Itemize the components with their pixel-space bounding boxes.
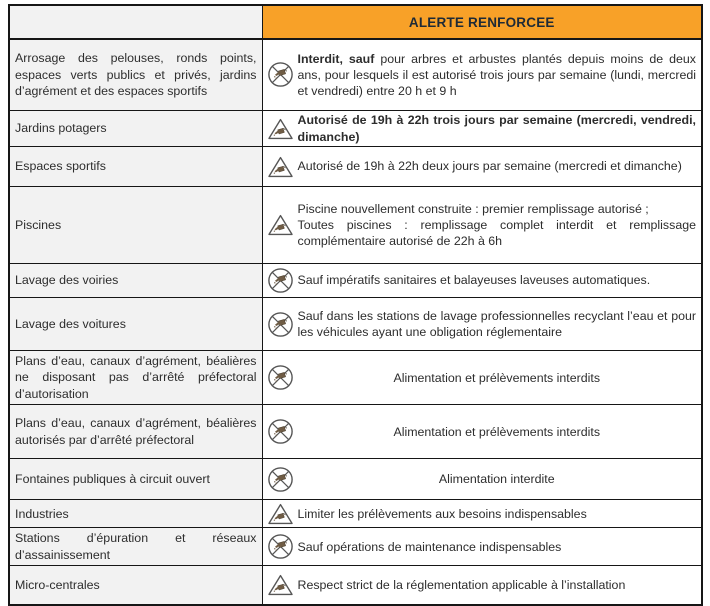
category-cell: Piscines [9,187,262,264]
measure-cell [262,147,702,187]
no-watering-icon [264,61,298,88]
measure-cell [262,528,702,566]
no-watering-icon [264,418,298,445]
measure-text: Alimentation interdite [438,472,555,487]
category-cell: Fontaines publiques à circuit ouvert [9,459,262,500]
measure-text: Sauf opérations de maintenance indispensables [297,539,562,554]
table-row [9,39,702,111]
measure-cell [262,566,702,606]
measure-text: Autorisé de 19h à 22h deux jours par semaine (mercredi et dimanche) [297,159,682,174]
category-cell: Industries [9,500,262,528]
table-row [9,187,702,264]
measure-text: Sauf impératifs sanitaires et balayeuses laveuses automatiques. [297,273,651,288]
category-cell: Arrosage des pelouses, ronds points, espaces verts publics et privés, jardins d’agrément et des espaces sportifs [9,39,262,111]
warning-watering-icon [264,155,298,179]
measure-cell [262,264,702,298]
measure-cell [262,351,702,405]
measure-cell [262,111,702,147]
measure-text: Alimentation et prélèvements interdits [393,424,601,439]
measure-text: Autorisé de 19h à 22h trois jours par semaine (mercredi, vendredi, dimanche) [297,113,696,144]
alert-level-header: ALERTE RENFORCEE [262,5,702,39]
measure-cell [262,187,702,264]
no-watering-icon [264,533,298,560]
warning-watering-icon [264,502,298,526]
warning-watering-icon [264,117,298,141]
measure-cell [262,500,702,528]
warning-watering-icon [264,573,298,597]
category-cell: Espaces sportifs [9,147,262,187]
category-cell: Plans d’eau, canaux d’agrément, béalières autorisés par d’arrêté préfectoral [9,405,262,459]
table-row [9,405,702,459]
table-row [9,500,702,528]
no-watering-icon [264,364,298,391]
table-row [9,351,702,405]
measure-text: Respect strict de la réglementation applicable à l’installation [297,578,626,593]
warning-watering-icon [264,213,298,237]
measure-cell [262,39,702,111]
measure-cell [262,459,702,500]
header-empty-cell [9,5,262,39]
measure-text: Alimentation et prélèvements interdits [393,370,601,385]
category-cell: Lavage des voiries [9,264,262,298]
measure-text: Limiter les prélèvements aux besoins indispensables [297,506,587,521]
table-row [9,147,702,187]
table-row [9,298,702,351]
restrictions-table [8,4,703,606]
category-cell: Plans d’eau, canaux d’agrément, béalières ne disposant pas d’arrêté préfectoral d’autorisation [9,351,262,405]
table-row [9,528,702,566]
no-watering-icon [264,466,298,493]
table-row [9,111,702,147]
category-cell: Stations d’épuration et réseaux d’assainissement [9,528,262,566]
category-cell: Jardins potagers [9,111,262,147]
header-row [9,5,702,39]
table-row [9,264,702,298]
no-watering-icon [264,267,298,294]
measure-cell [262,298,702,351]
table-row [9,566,702,606]
measure-cell [262,405,702,459]
measure-text: Interdit, sauf pour arbres et arbustes plantés depuis moins de deux ans, pour lesquels il est autorisé trois jours par semaine (lundi, mercredi et vendredi) entre 20 h et 9 h [297,51,696,99]
category-cell: Micro-centrales [9,566,262,606]
measure-text: Piscine nouvellement construite : premier remplissage autorisé ; Toutes piscines : remplissage complet interdit et remplissage complémentaire autorisé de 22h à 6h [297,201,696,249]
measure-text: Sauf dans les stations de lavage professionnelles recyclant l’eau et pour les véhicules ayant une obligation réglementaire [297,308,696,339]
table-row [9,459,702,500]
category-cell: Lavage des voitures [9,298,262,351]
no-watering-icon [264,311,298,338]
